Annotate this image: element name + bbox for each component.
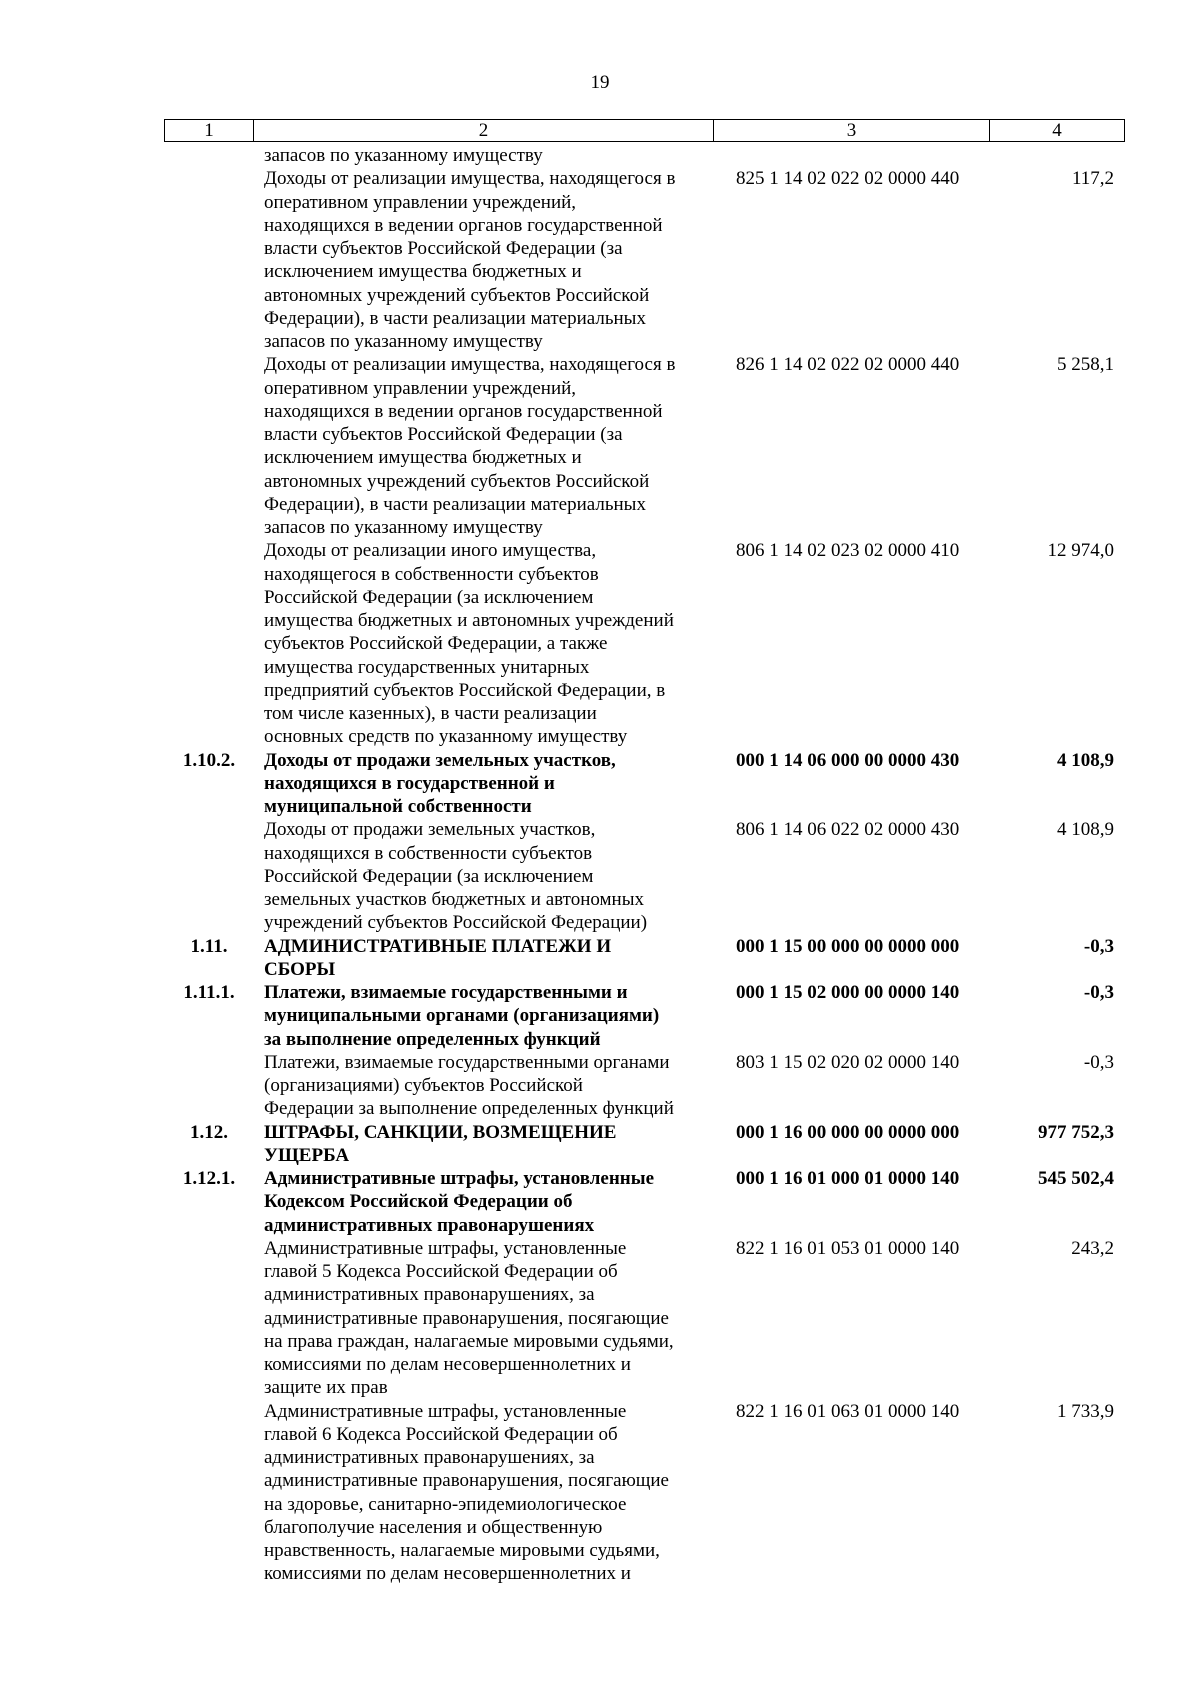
description-line: благополучие населения и общественную [264,1516,603,1538]
description-line: Административные штрафы, установленные [264,1168,655,1189]
row-description [264,353,712,539]
description-line: комиссиями по делам несовершеннолетних и [264,1563,631,1585]
description-line: оперативном управлении учреждений, [264,191,577,213]
description-line: Федерации), в части реализации материальных [264,493,646,515]
budget-classification-code: 826 1 14 02 022 02 0000 440 [736,354,960,376]
amount: 545 502,4 [1038,1168,1114,1189]
budget-classification-code: 000 1 16 01 000 01 0000 140 [736,1168,960,1189]
budget-classification-code: 000 1 15 00 000 00 0000 000 [736,935,960,957]
row-number: 1.10.2. [182,749,236,771]
description-line: исключением имущества бюджетных и [264,447,582,469]
amount: 5 258,1 [1057,354,1114,376]
description-line: административных правонарушениях [264,1214,595,1236]
row-description [264,1400,712,1586]
row-description [264,935,712,982]
amount: -0,3 [1083,935,1114,957]
row-description [264,1167,712,1237]
description-line: автономных учреждений субъектов Российской [264,470,650,492]
description-line: автономных учреждений субъектов Российской [264,284,650,306]
column-header-3: 3 [714,120,990,142]
page-number: 19 [590,72,610,93]
amount: 4 108,9 [1057,819,1114,841]
description-line: муниципальными органами (организациями) [264,1005,660,1027]
description-line: Доходы от реализации имущества, находящегося в [264,168,676,190]
description-line: предприятий субъектов Российской Федерации, в [264,679,666,701]
description-line: (организациями) субъектов Российской [264,1075,583,1096]
row-description [264,1051,712,1121]
column-header-4: 4 [990,120,1125,142]
amount: 4 108,9 [1057,749,1114,771]
table-row [0,749,1200,819]
description-line: Российской Федерации (за исключением [264,586,594,608]
description-line: Кодексом Российской Федерации об [264,1191,573,1213]
row-number: 1.11.1. [183,982,235,1003]
table-row [0,981,1200,1051]
table-row [0,144,1200,167]
description-line: Российской Федерации (за исключением [264,865,594,887]
description-line: на права граждан, налагаемые мировыми судьями, [264,1330,674,1352]
description-line: Платежи, взимаемые государственными и [264,982,628,1003]
description-line: комиссиями по делам несовершеннолетних и [264,1354,631,1375]
description-line: АДМИНИСТРАТИВНЫЕ ПЛАТЕЖИ И [264,935,612,957]
table-row [0,1167,1200,1237]
column-header-1: 1 [165,120,254,142]
description-line: административные правонарушения, посягающие [264,1470,669,1492]
amount: 1 733,9 [1057,1400,1114,1422]
row-description [264,1121,712,1168]
description-line: Доходы от продажи земельных участков, [264,749,616,771]
description-line: ШТРАФЫ, САНКЦИИ, ВОЗМЕЩЕНИЕ [264,1121,617,1143]
description-line: основных средств по указанному имуществу [264,726,628,748]
description-line: Доходы от реализации иного имущества, [264,540,597,562]
budget-classification-code: 822 1 16 01 063 01 0000 140 [736,1400,960,1422]
description-line: Федерации за выполнение определенных функций [264,1098,674,1120]
row-description [264,749,712,819]
description-line: имущества бюджетных и автономных учреждений [264,610,674,631]
table-row [0,353,1200,539]
column-header-row [165,120,1125,142]
description-line: находящихся в ведении органов государственной [264,214,663,236]
description-line: Федерации), в части реализации материальных [264,307,646,329]
budget-table-body [0,144,1200,1586]
description-line: административных правонарушениях, за [264,1284,595,1306]
budget-classification-code: 822 1 16 01 053 01 0000 140 [736,1237,960,1259]
description-line: главой 5 Кодекса Российской Федерации об [264,1261,618,1282]
description-line: СБОРЫ [264,958,336,980]
description-line: власти субъектов Российской Федерации (за [264,238,623,259]
description-line: муниципальной собственности [264,796,532,817]
amount: 243,2 [1071,1237,1114,1259]
description-line: находящихся в собственности субъектов [264,842,593,864]
row-number: 1.12.1. [182,1168,236,1189]
description-line: исключением имущества бюджетных и [264,261,582,283]
description-line: нравственность, налагаемые мировыми судьями, [264,1540,660,1561]
row-description [264,539,712,748]
table-row [0,1121,1200,1168]
amount: 117,2 [1071,168,1114,190]
description-line: земельных участков бюджетных и автономных [264,889,644,910]
description-line: Административные штрафы, установленные [264,1237,627,1259]
row-description [264,981,712,1051]
row-description [264,167,712,353]
description-line: главой 6 Кодекса Российской Федерации об [264,1423,618,1445]
description-line: оперативном управлении учреждений, [264,377,577,399]
description-line: власти субъектов Российской Федерации (за [264,424,623,445]
description-line: субъектов Российской Федерации, а также [264,633,608,655]
description-line: на здоровье, санитарно-эпидемиологическое [264,1493,627,1515]
description-line: учреждений субъектов Российской Федерации) [264,912,648,934]
table-row [0,818,1200,934]
description-line: находящихся в ведении органов государственной [264,400,663,422]
budget-classification-code: 000 1 14 06 000 00 0000 430 [736,749,960,771]
description-line: административные правонарушения, посягающие [264,1307,669,1329]
budget-classification-code: 806 1 14 06 022 02 0000 430 [736,819,960,841]
description-line: Доходы от продажи земельных участков, [264,819,596,841]
description-line: запасов по указанному имуществу [264,331,543,352]
row-description [264,818,712,934]
row-number: 1.12. [190,1121,228,1143]
budget-classification-code: 806 1 14 02 023 02 0000 410 [736,540,960,562]
table-row [0,167,1200,353]
description-line: находящихся в государственной и [264,772,555,794]
table-row [0,1237,1200,1400]
description-line: том числе казенных), в части реализации [264,703,597,724]
budget-classification-code: 000 1 16 00 000 00 0000 000 [736,1121,960,1143]
row-description [264,144,712,167]
amount: -0,3 [1083,1051,1114,1073]
description-line: УЩЕРБА [264,1144,350,1166]
budget-classification-code: 000 1 15 02 000 00 0000 140 [736,982,960,1003]
description-line: Административные штрафы, установленные [264,1400,627,1422]
description-line: за выполнение определенных функций [264,1028,601,1050]
description-line: запасов по указанному имуществу [264,517,543,538]
description-line: административных правонарушениях, за [264,1447,595,1468]
budget-classification-code: 825 1 14 02 022 02 0000 440 [736,168,960,190]
table-row [0,1400,1200,1586]
amount: 12 974,0 [1047,540,1114,562]
description-line: Платежи, взимаемые государственными органами [264,1051,670,1073]
budget-classification-code: 803 1 15 02 020 02 0000 140 [736,1051,960,1073]
table-row [0,539,1200,748]
description-line: запасов по указанному имуществу [264,145,543,166]
column-header-2: 2 [254,120,714,142]
description-line: защите их прав [264,1377,388,1399]
table-row [0,935,1200,982]
column-header-table [164,119,1125,142]
amount: 977 752,3 [1038,1121,1114,1143]
amount: -0,3 [1083,982,1114,1003]
table-row [0,1051,1200,1121]
description-line: имущества государственных унитарных [264,656,590,678]
row-number: 1.11. [190,935,228,957]
description-line: Доходы от реализации имущества, находящегося в [264,354,676,376]
description-line: находящегося в собственности субъектов [264,563,599,585]
row-description [264,1237,712,1400]
